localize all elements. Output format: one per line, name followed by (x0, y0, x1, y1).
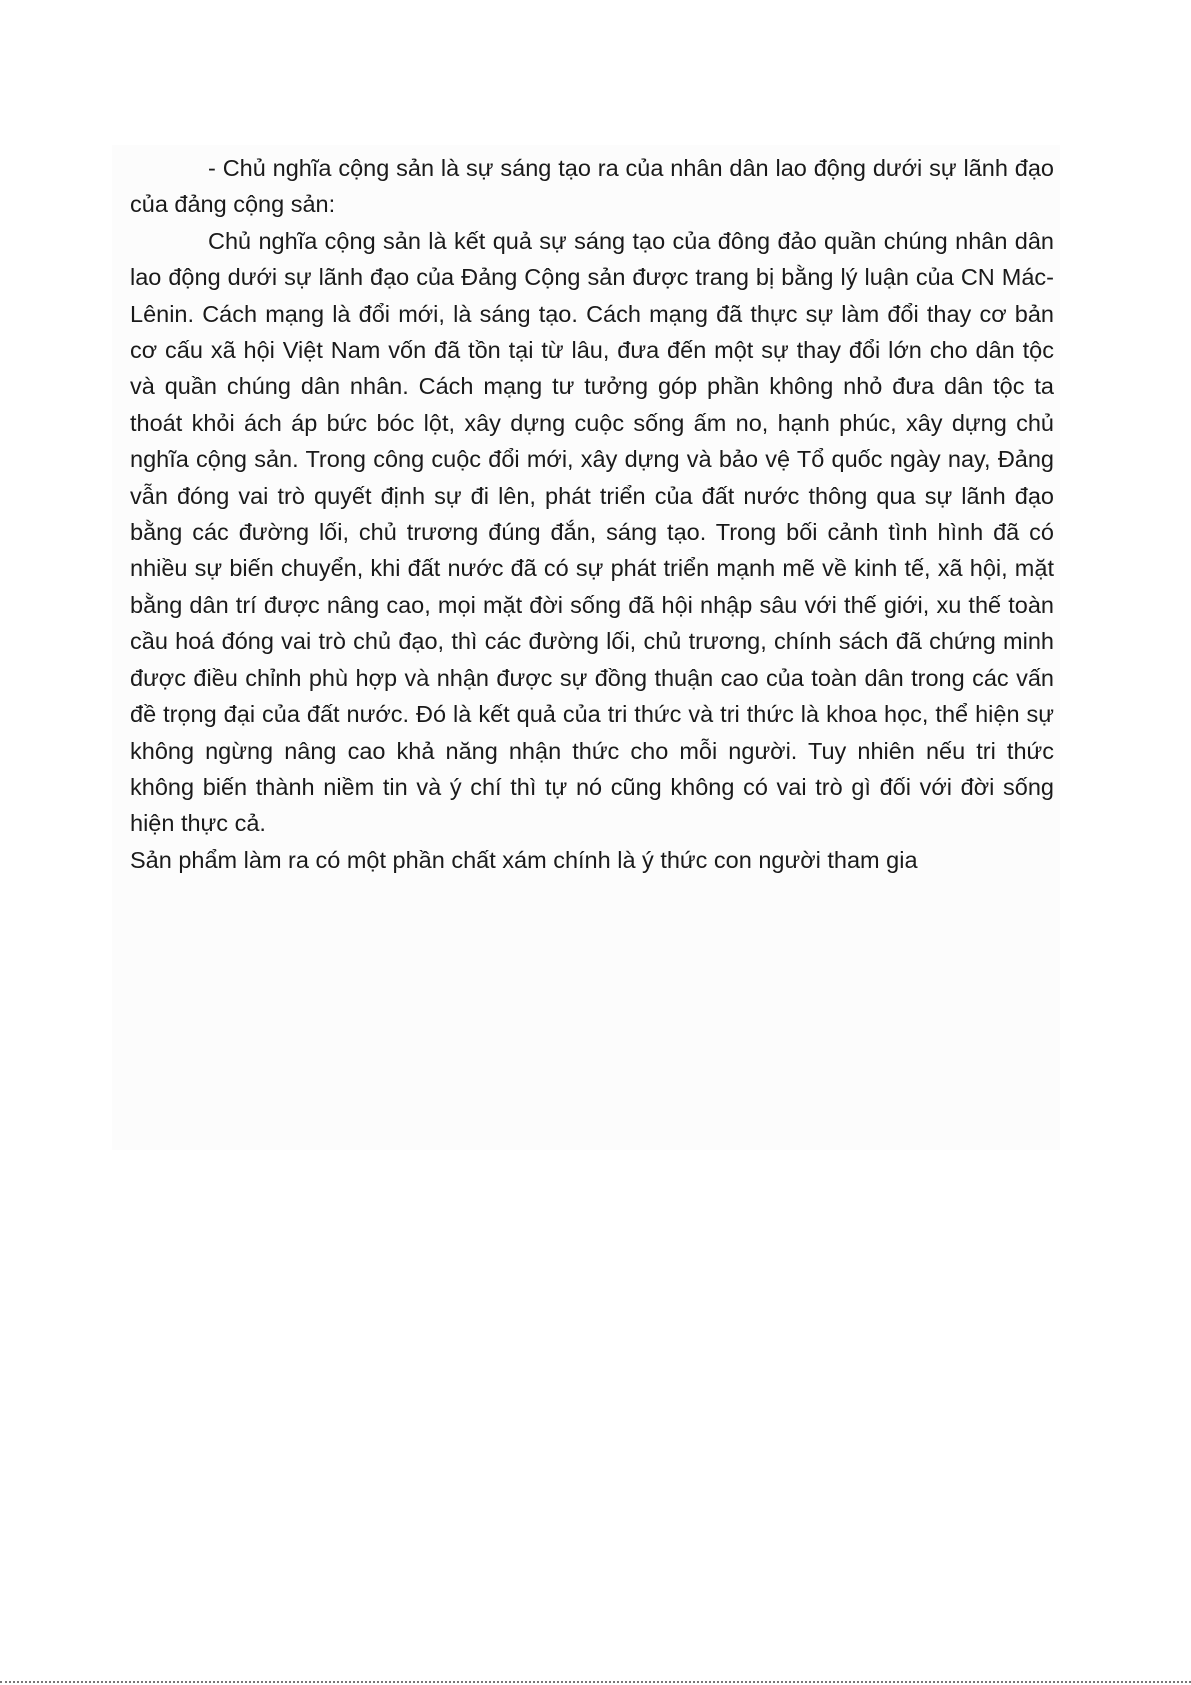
paragraph-communism-result: Chủ nghĩa cộng sản là kết quả sự sáng tạo của đông đảo quần chúng nhân dân lao động dưới sự lãnh đạo của Đảng Cộng sản được trang bị bằng lý luận của CN Mác-Lênin. Cách mạng là đổi mới, là sáng tạo. Cách mạng đã thực sự làm đổi thay cơ bản cơ cấu xã hội Việt Nam vốn đã tồn tại từ lâu, đưa đến một sự thay đổi lớn cho dân tộc và quần chúng dân nhân. Cách mạng tư tưởng góp phần không nhỏ đưa dân tộc ta thoát khỏi ách áp bức bóc lột, xây dựng cuộc sống ấm no, hạnh phúc, xây dựng chủ nghĩa cộng sản. Trong công cuộc đổi mới, xây dựng và bảo vệ Tổ quốc ngày nay, Đảng vẫn đóng vai trò quyết định sự đi lên, phát triển của đất nước thông qua sự lãnh đạo bằng các đường lối, chủ trương đúng đắn, sáng tạo. Trong bối cảnh tình hình đã có nhiều sự biến chuyển, khi đất nước đã có sự phát triển mạnh mẽ về kinh tế, xã hội, mặt bằng dân trí được nâng cao, mọi mặt đời sống đã hội nhập sâu với thế giới, xu thế toàn cầu hoá đóng vai trò chủ đạo, thì các đường lối, chủ trương, chính sách đã chứng minh được điều chỉnh phù hợp và nhận được sự đồng thuận cao của toàn dân trong các vấn đề trọng đại của đất nước. Đó là kết quả của tri thức và tri thức là khoa học, thể hiện sự không ngừng nâng cao khả năng nhận thức cho mỗi người. Tuy nhiên nếu tri thức không biến thành niềm tin và ý chí thì tự nó cũng không có vai trò gì đối với đời sống hiện thực cả. (130, 227, 1054, 837)
paragraph-product-intelligence: Sản phẩm làm ra có một phần chất xám chính là ý thức con người tham gia (130, 846, 918, 873)
document-body (130, 150, 1054, 878)
page-bottom-edge (0, 1681, 1191, 1683)
paragraph-communism-creation: - Chủ nghĩa cộng sản là sự sáng tạo ra của nhân dân lao động dưới sự lãnh đạo của đảng cộng sản: (130, 155, 1054, 218)
